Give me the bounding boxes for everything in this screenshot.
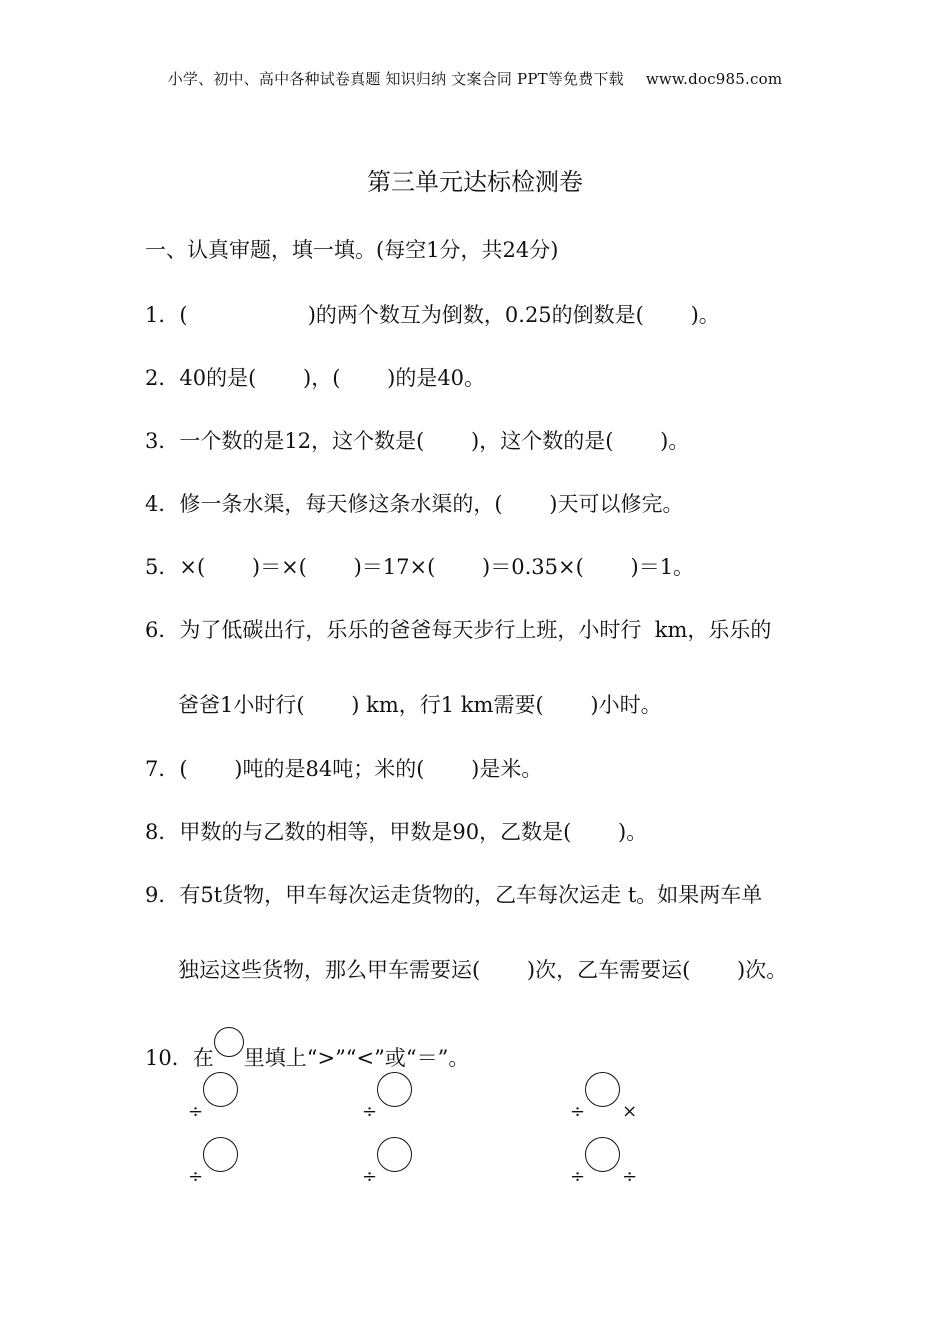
question-number: 9． (145, 883, 180, 907)
question-text: 40的是( )，( )的是40。 (179, 366, 486, 390)
question-6-continued (178, 695, 662, 716)
question-text: 修一条水渠，每天修这条水渠的，( )天可以修完。 (179, 492, 684, 516)
compare-circle-icon[interactable] (377, 1072, 412, 1107)
compare-circle-icon[interactable] (585, 1137, 620, 1172)
question-number: 10． (145, 1046, 193, 1070)
compare-circle-icon[interactable] (203, 1072, 238, 1107)
compare-circle-icon[interactable] (377, 1137, 412, 1172)
question-2 (145, 368, 485, 389)
header-text: 小学、初中、高中各种试卷真题 知识归纳 文案合同 PPT等免费下载 (167, 70, 624, 88)
divide-sign: ÷ (362, 1166, 378, 1187)
question-number: 1． (145, 303, 180, 327)
header-site: www.doc985.com (645, 70, 783, 88)
question-text-after: 里填上“>”“<”或“＝”。 (243, 1046, 470, 1070)
question-6 (145, 620, 771, 641)
question-text: 甲数的与乙数的相等，甲数是90，乙数是( )。 (179, 820, 648, 844)
question-number: 8． (145, 820, 180, 844)
question-7 (145, 759, 542, 780)
page-header (0, 68, 950, 89)
question-text: ( )的两个数互为倒数，0.25的倒数是( )。 (179, 303, 720, 327)
question-text: ( )吨的是84吨；米的( )是米。 (179, 757, 543, 781)
question-number: 3． (145, 429, 180, 453)
question-9-continued (178, 960, 787, 981)
divide-sign: ÷ (188, 1166, 204, 1187)
question-9 (145, 885, 762, 906)
divide-sign: ÷ (570, 1166, 586, 1187)
question-text: 为了低碳出行，乐乐的爸爸每天步行上班，小时行 km，乐乐的 (179, 618, 772, 642)
compare-circle-icon[interactable] (203, 1137, 238, 1172)
divide-sign: ÷ (570, 1101, 586, 1122)
question-1 (145, 305, 720, 326)
question-text: 爸爸1小时行( ) km，行1 km需要( )小时。 (178, 693, 662, 717)
question-number: 4． (145, 492, 180, 516)
page-title: 第三单元达标检测卷 (367, 168, 583, 196)
question-5 (145, 557, 694, 578)
question-number: 7． (145, 757, 180, 781)
compare-item (570, 1072, 637, 1121)
divide-sign: ÷ (362, 1101, 378, 1122)
compare-item (188, 1137, 238, 1186)
question-number: 6． (145, 618, 180, 642)
question-text: 有5t货物，甲车每次运走货物的，乙车每次运走 t。如果两车单 (179, 883, 763, 907)
question-text: ×( )＝×( )＝17×( )＝0.35×( )＝1。 (179, 555, 695, 579)
question-4 (145, 494, 684, 515)
question-number: 2． (145, 366, 180, 390)
question-text: 一个数的是12，这个数是( )，这个数的是( )。 (179, 429, 690, 453)
section-heading: 一、认真审题，填一填。(每空1分，共24分) (145, 238, 559, 262)
compare-item (362, 1072, 412, 1121)
divide-sign: ÷ (622, 1166, 638, 1187)
divide-sign: ÷ (188, 1101, 204, 1122)
answer-circle-icon (214, 1027, 244, 1057)
question-text-before: 在 (192, 1046, 214, 1070)
question-3 (145, 431, 689, 452)
question-number: 5． (145, 555, 180, 579)
compare-item (570, 1137, 637, 1186)
question-10 (145, 1027, 469, 1069)
multiply-sign: × (622, 1101, 638, 1122)
compare-circle-icon[interactable] (585, 1072, 620, 1107)
question-8 (145, 822, 647, 843)
compare-item (188, 1072, 238, 1121)
question-text: 独运这些货物，那么甲车需要运( )次，乙车需要运( )次。 (178, 958, 788, 982)
compare-item (362, 1137, 412, 1186)
